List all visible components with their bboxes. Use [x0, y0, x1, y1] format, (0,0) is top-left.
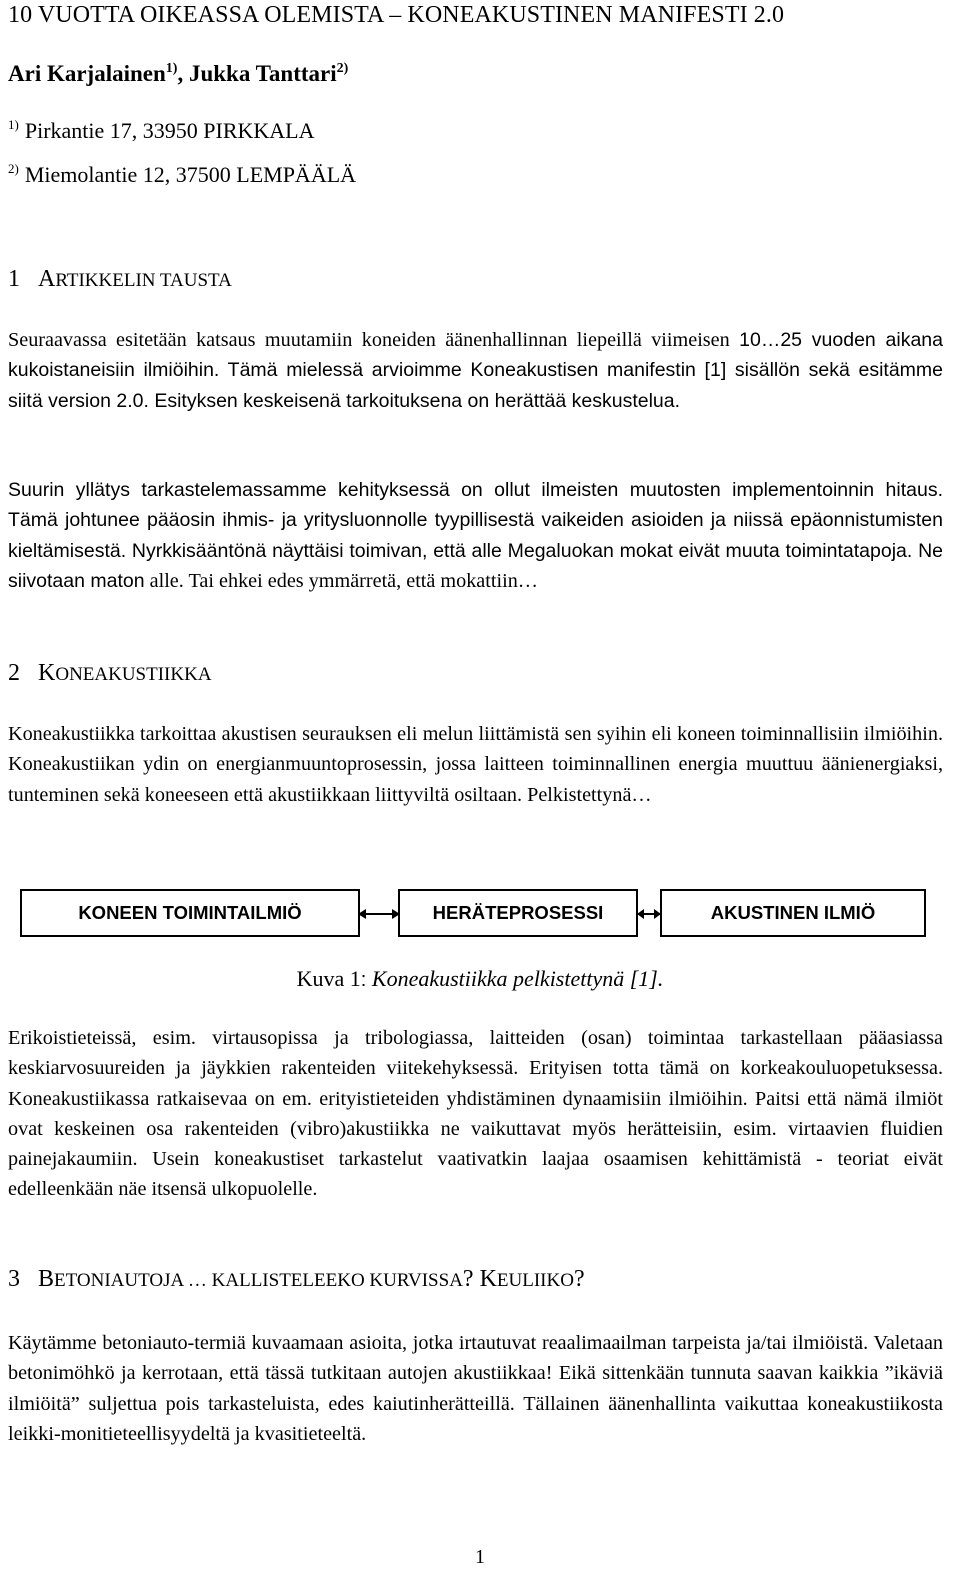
section-3-heading-rest-b: ETONIAUTOJA … KALLISTELEEKO KURVISSA — [54, 1270, 463, 1291]
section-1-heading-initial: A — [38, 266, 56, 292]
diagram-box-akustinen-ilmio: AKUSTINEN ILMIÖ — [660, 889, 926, 937]
section-2-paragraph-2: Erikoistieteissä, esim. virtausopissa ja tribologiassa, laitteiden (osan) toimintaa tarkastellaan pääasiassa keskiarvosuureiden ja jäykkien rakenteiden viitekehyksessä. Erityisen totta tämä on korkeakouluopetuksessa. Koneakustiikassa ratkaisevaa on em. erityistieteiden yhdistäminen dynaamisiin ilmiöihin. Paitsi että nämä ilmiöt ovat keskeinen osa rakenteiden (vibro)akustiikka ne vaikuttavat myös herätteisiin, esim. virtaavien fluidien painejakaumiin. Usein koneakustiset tarkastelut vaativatkin laajaa osaamisen kehittämistä - teoriat eivät edelleenkään näe itsensä ulkopuolelle. — [8, 1027, 943, 1201]
diagram-box-koneen-toimintailmio: KONEEN TOIMINTAILMIÖ — [20, 889, 360, 937]
section-3-heading — [8, 1266, 585, 1293]
author-1-affiliation: 1) — [165, 61, 178, 76]
section-1-paragraph-1-sans: 10…25 vuoden aikana kukoistaneisiin ilmiöihin. Tämä mielessä arvioimme Koneakustisen manifestin [1] sisällön sekä esitämme siitä version 2.0. Esityksen keskeisenä tarkoituksena on herättää keskustelua. — [8, 329, 943, 412]
section-1-heading-rest: RTIKKELIN TAUSTA — [55, 270, 232, 291]
document-title: 10 VUOTTA OIKEASSA OLEMISTA – KONEAKUSTINEN MANIFESTI 2.0 — [8, 2, 785, 28]
diagram-box-herateprosessi: HERÄTEPROSESSI — [398, 889, 638, 937]
address-2-text: Miemolantie 12, 37500 LEMPÄÄLÄ — [24, 162, 357, 187]
address-2-marker: 2) — [8, 161, 19, 176]
address-1 — [8, 118, 315, 144]
section-3-heading-question-2: ? — [573, 1266, 585, 1292]
section-1-heading — [8, 266, 232, 293]
figure-caption-text: Koneakustiikka pelkistettynä [1]. — [371, 966, 664, 991]
section-1-paragraph-1-serif: Seuraavassa esitetään katsaus muutamiin koneiden äänenhallinnan liepeillä viimeisen — [8, 329, 730, 351]
section-2-heading-rest: ONEAKUSTIIKKA — [55, 664, 212, 685]
koneakustiikka-diagram — [20, 889, 926, 941]
section-1-paragraph-2 — [8, 475, 943, 596]
page-number: 1 — [475, 1546, 485, 1568]
address-1-marker: 1) — [8, 117, 19, 132]
section-3-number: 3 — [8, 1266, 20, 1292]
figure-caption-separator: : — [360, 969, 372, 991]
section-3-paragraph-1: Käytämme betoniauto-termiä kuvaamaan asioita, jotka irtautuvat reaalimaailman tarpeista ja/tai ilmiöistä. Valetaan betonimöhkö ja kerrotaan, että tässä tutkitaan autojen akustiikkaa! Eikä sittenkään tunnuta saavan kaikkia ”ikäviä ilmiöitä” suljettua pois tarkasteluista, edes kaiutinherätteillä. Tällainen äänenhallinta vaikuttaa koneakustiikosta leikki-monitieteellisyydeltä ja kvasitieteeltä. — [8, 1332, 943, 1445]
figure-caption — [0, 966, 960, 992]
author-separator: , — [177, 61, 189, 86]
section-3-heading-rest-k: EULIIKO — [496, 1270, 574, 1291]
authors-line — [8, 61, 348, 87]
author-2: Jukka Tanttari — [188, 61, 337, 86]
section-2-heading-initial: K — [38, 660, 56, 686]
section-2-number: 2 — [8, 660, 20, 686]
double-arrow-icon — [358, 907, 400, 921]
section-1-paragraph-2-serif: alle. Tai ehkei edes ymmärretä, että mokattiin… — [149, 569, 538, 592]
section-3-heading-initial-b: B — [38, 1266, 55, 1292]
section-3-heading-question-1: ? — [462, 1266, 474, 1292]
section-3-heading-initial-k: K — [479, 1266, 497, 1292]
section-1-paragraph-2-sans: Suurin yllätys tarkastelemassamme kehityksessä on ollut ilmeisten muutosten implementoinnin hitaus. Tämä johtunee pääosin ihmis- ja yritysluonnolle tyypillisestä vaikeiden asioiden ja niissä epäonnistumisten kieltämisestä. Nyrkkisääntönä näyttäisi toimivan, että alle Megaluokan mokat eivät muuta toimintatapoja. Ne siivotaan maton — [8, 479, 943, 592]
section-1-number: 1 — [8, 266, 20, 292]
section-2-heading — [8, 660, 212, 687]
address-2 — [8, 162, 356, 188]
figure-caption-prefix: Kuva 1 — [296, 966, 361, 991]
section-1-paragraph-1 — [8, 325, 943, 416]
double-arrow-icon — [637, 907, 661, 921]
section-2-paragraph-1: Koneakustiikka tarkoittaa akustisen seurauksen eli melun liittämistä sen syihin eli koneen toiminnallisiin ilmiöihin. Koneakustiikan ydin on energianmuuntoprosessin, jossa laitteen toiminnallinen energia muuttuu äänienergiaksi, tunteminen sekä koneeseen että akustiikkaan liittyviltä osiltaan. Pelkistettynä… — [8, 723, 943, 806]
author-2-affiliation: 2) — [336, 61, 349, 76]
address-1-text: Pirkantie 17, 33950 PIRKKALA — [24, 118, 315, 143]
author-1: Ari Karjalainen — [8, 61, 166, 86]
